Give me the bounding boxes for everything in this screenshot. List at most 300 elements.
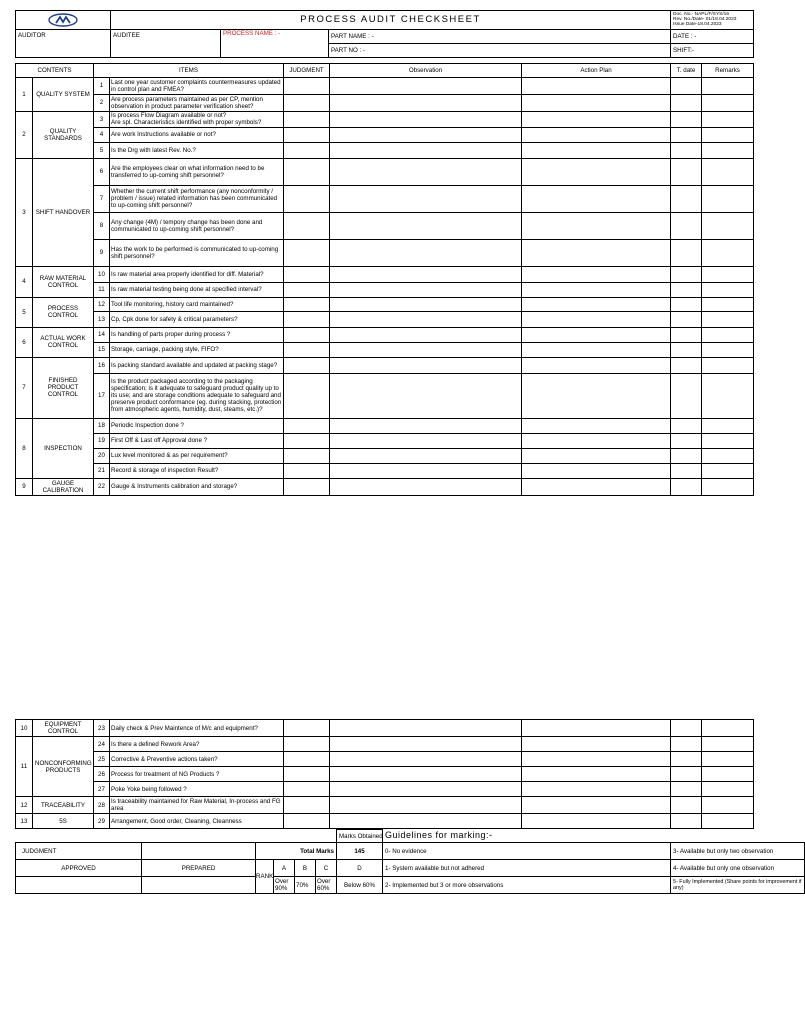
- action-plan-cell[interactable]: [522, 720, 671, 737]
- table-row: [16, 342, 754, 357]
- table-row: [16, 94, 754, 111]
- group-name: QUALITY SYSTEM: [33, 77, 94, 111]
- t-date-cell[interactable]: [671, 752, 702, 767]
- action-plan-cell[interactable]: [522, 463, 671, 478]
- group-name: 5S: [33, 814, 94, 829]
- table-row: [16, 185, 754, 212]
- action-plan-cell[interactable]: [522, 373, 671, 418]
- t-date-cell[interactable]: [671, 94, 702, 111]
- group-number: 2: [16, 111, 33, 158]
- table-row: [16, 282, 754, 297]
- action-plan-cell[interactable]: [522, 94, 671, 111]
- threshold-c: Over 60%: [316, 877, 337, 894]
- table-row: [16, 357, 754, 373]
- action-plan-cell[interactable]: [522, 212, 671, 239]
- table-row: [16, 297, 754, 311]
- action-plan-cell[interactable]: [522, 357, 671, 373]
- t-date-cell[interactable]: [671, 720, 702, 737]
- judgment-cell[interactable]: [284, 737, 330, 752]
- group-number: 9: [16, 478, 33, 495]
- observation-cell[interactable]: [330, 311, 522, 327]
- judgment-cell[interactable]: [284, 239, 330, 266]
- group-name: TRACEABILITY: [33, 797, 94, 814]
- remarks-cell[interactable]: [702, 327, 754, 342]
- item-number: 26: [94, 767, 110, 782]
- item-text: Any change (4M) / tempory change has been done and communicated to up-coming shift personnel?: [110, 212, 284, 239]
- action-plan-cell[interactable]: [522, 448, 671, 463]
- judgment-cell[interactable]: [284, 814, 330, 829]
- grade-d: D: [337, 860, 383, 877]
- judgment-cell[interactable]: [284, 448, 330, 463]
- audit-table-top: [15, 63, 754, 496]
- table-row: [16, 127, 754, 142]
- action-plan-cell[interactable]: [522, 327, 671, 342]
- remarks-cell[interactable]: [702, 111, 754, 127]
- observation-cell[interactable]: [330, 327, 522, 342]
- table-row: [16, 782, 754, 797]
- observation-cell[interactable]: [330, 127, 522, 142]
- observation-cell[interactable]: [330, 478, 522, 495]
- item-number: 25: [94, 752, 110, 767]
- remarks-cell[interactable]: [702, 212, 754, 239]
- audit-table-bottom: [15, 719, 754, 829]
- item-text: Periodic Inspection done ?: [110, 418, 284, 433]
- judgment-cell[interactable]: [284, 463, 330, 478]
- item-number: 11: [94, 282, 110, 297]
- remarks-cell[interactable]: [702, 311, 754, 327]
- remarks-cell[interactable]: [702, 433, 754, 448]
- t-date-cell[interactable]: [671, 77, 702, 94]
- judgment-cell[interactable]: [284, 357, 330, 373]
- item-text: Lux level monitored & as per requirement?: [110, 448, 284, 463]
- item-text: Record & storage of inspection Result?: [110, 463, 284, 478]
- doc-number: Doc. No.- NAPL/F/SYS/16: [673, 12, 730, 17]
- date-field[interactable]: DATE : -: [671, 29, 754, 43]
- table-row: [16, 720, 754, 737]
- t-date-cell[interactable]: [671, 463, 702, 478]
- t-date-cell[interactable]: [671, 357, 702, 373]
- observation-cell[interactable]: [330, 767, 522, 782]
- item-text: Storage, carriage, packing style, FIFO?: [110, 342, 284, 357]
- judgment-cell[interactable]: [284, 94, 330, 111]
- t-date-cell[interactable]: [671, 433, 702, 448]
- remarks-cell[interactable]: [702, 239, 754, 266]
- t-date-cell[interactable]: [671, 111, 702, 127]
- remarks-cell[interactable]: [702, 94, 754, 111]
- group-name: QUALITY STANDARDS: [33, 111, 94, 158]
- action-plan-cell[interactable]: [522, 158, 671, 185]
- remarks-cell[interactable]: [702, 782, 754, 797]
- t-date-cell[interactable]: [671, 297, 702, 311]
- item-number: 16: [94, 357, 110, 373]
- threshold-d: Below 60%: [337, 877, 383, 894]
- guideline-4: 4- Available but only one observation: [671, 860, 805, 877]
- item-number: 5: [94, 142, 110, 158]
- marks-obtained-label: Marks Obtained: [337, 830, 383, 843]
- col-contents: CONTENTS: [16, 63, 94, 77]
- column-header-row: [16, 63, 754, 77]
- remarks-cell[interactable]: [702, 463, 754, 478]
- part-no-field[interactable]: PART NO : -: [329, 43, 671, 57]
- observation-cell[interactable]: [330, 297, 522, 311]
- remarks-cell[interactable]: [702, 357, 754, 373]
- group-name: PROCESS CONTROL: [33, 297, 94, 327]
- action-plan-cell[interactable]: [522, 418, 671, 433]
- header-table: [15, 10, 754, 58]
- action-plan-cell[interactable]: [522, 185, 671, 212]
- item-number: 27: [94, 782, 110, 797]
- remarks-cell[interactable]: [702, 373, 754, 418]
- item-number: 29: [94, 814, 110, 829]
- table-row: [16, 77, 754, 94]
- item-text: Gauge & Instruments calibration and storage?: [110, 478, 284, 495]
- col-remarks: Remarks: [702, 63, 754, 77]
- grade-b: B: [295, 860, 316, 877]
- checksheet-bottom: [15, 719, 802, 894]
- t-date-cell[interactable]: [671, 478, 702, 495]
- remarks-cell[interactable]: [702, 737, 754, 752]
- judgment-cell[interactable]: [284, 418, 330, 433]
- item-number: 12: [94, 297, 110, 311]
- judgment-value[interactable]: [142, 843, 256, 860]
- t-date-cell[interactable]: [671, 782, 702, 797]
- group-number: 4: [16, 266, 33, 297]
- item-number: 23: [94, 720, 110, 737]
- observation-cell[interactable]: [330, 814, 522, 829]
- observation-cell[interactable]: [330, 77, 522, 94]
- t-date-cell[interactable]: [671, 142, 702, 158]
- action-plan-cell[interactable]: [522, 127, 671, 142]
- judgment-cell[interactable]: [284, 158, 330, 185]
- item-number: 28: [94, 797, 110, 814]
- guidelines-heading: Guidelines for marking:-: [385, 830, 493, 841]
- table-row: [16, 158, 754, 185]
- t-date-cell[interactable]: [671, 814, 702, 829]
- action-plan-cell[interactable]: [522, 478, 671, 495]
- group-name: RAW MATERIAL CONTROL: [33, 266, 94, 297]
- observation-cell[interactable]: [330, 797, 522, 814]
- group-number: 13: [16, 814, 33, 829]
- remarks-cell[interactable]: [702, 282, 754, 297]
- table-row: [16, 797, 754, 814]
- action-plan-cell[interactable]: [522, 311, 671, 327]
- group-number: 7: [16, 357, 33, 418]
- rev-number: Rev. No./Date- 01/18.04.2023: [673, 17, 737, 23]
- item-number: 14: [94, 327, 110, 342]
- table-row: [16, 111, 754, 127]
- item-number: 7: [94, 185, 110, 212]
- remarks-cell[interactable]: [702, 142, 754, 158]
- judgment-cell[interactable]: [284, 342, 330, 357]
- item-text: Are process parameters maintained as per CP, mention observation in product parameter verification sheet?: [110, 94, 284, 111]
- remarks-cell[interactable]: [702, 77, 754, 94]
- guideline-1: 1- System available but not adhered: [383, 860, 671, 877]
- item-number: 15: [94, 342, 110, 357]
- t-date-cell[interactable]: [671, 158, 702, 185]
- issue-date: Issue Date-18.04.2023: [673, 22, 722, 28]
- judgment-label: JUDGMENT: [16, 843, 142, 860]
- remarks-cell[interactable]: [702, 478, 754, 495]
- item-number: 18: [94, 418, 110, 433]
- observation-cell[interactable]: [330, 782, 522, 797]
- checksheet-top: [15, 10, 753, 496]
- judgment-cell[interactable]: [284, 282, 330, 297]
- item-text: Are work Instructions available or not?: [110, 127, 284, 142]
- judgment-cell[interactable]: [284, 373, 330, 418]
- item-number: 13: [94, 311, 110, 327]
- item-number: 8: [94, 212, 110, 239]
- remarks-cell[interactable]: [702, 418, 754, 433]
- group-number: 1: [16, 77, 33, 111]
- judgment-cell[interactable]: [284, 767, 330, 782]
- judgment-cell[interactable]: [284, 478, 330, 495]
- item-text: Is raw material testing being done at specified interval?: [110, 282, 284, 297]
- table-row: [16, 142, 754, 158]
- col-t-date: T. date: [671, 63, 702, 77]
- table-row: [16, 433, 754, 448]
- action-plan-cell[interactable]: [522, 767, 671, 782]
- judgment-cell[interactable]: [284, 327, 330, 342]
- item-text: Daily check & Prev Maintence of M/c and equipment?: [110, 720, 284, 737]
- action-plan-cell[interactable]: [522, 239, 671, 266]
- observation-cell[interactable]: [330, 94, 522, 111]
- item-text: Cp, Cpk done for safety & critical parameters?: [110, 311, 284, 327]
- group-name: EQUIPMENT CONTROL: [33, 720, 94, 737]
- group-name: NONCONFORMING PRODUCTS: [33, 737, 94, 797]
- observation-cell[interactable]: [330, 142, 522, 158]
- col-action-plan: Action Plan: [522, 63, 671, 77]
- t-date-cell[interactable]: [671, 767, 702, 782]
- item-number: 17: [94, 373, 110, 418]
- remarks-cell[interactable]: [702, 797, 754, 814]
- judgment-cell[interactable]: [284, 266, 330, 282]
- item-text: Has the work to be performed is communicated to up-coming shift personnel?: [110, 239, 284, 266]
- item-text: Is traceability maintained for Raw Material, In-process and FG area: [110, 797, 284, 814]
- remarks-cell[interactable]: [702, 342, 754, 357]
- remarks-cell[interactable]: [702, 752, 754, 767]
- action-plan-cell[interactable]: [522, 297, 671, 311]
- grade-a: A: [274, 860, 295, 877]
- table-row: [16, 752, 754, 767]
- summary-table: [15, 829, 805, 894]
- judgment-cell[interactable]: [284, 720, 330, 737]
- item-text: Is the product packaged according to the packaging specification; is it adequate to safeguard product quality up to its use; and are storage conditions adequate to safeguard and preserve product conformance (eg. during stacking, protection from atmospheric agents, humidity, dust, steams, etc.)?: [110, 373, 284, 418]
- item-number: 19: [94, 433, 110, 448]
- item-text: Is handling of parts proper during process ?: [110, 327, 284, 342]
- shift-field[interactable]: SHIFT:-: [671, 43, 754, 57]
- remarks-cell[interactable]: [702, 127, 754, 142]
- group-number: 6: [16, 327, 33, 357]
- guideline-5: 5- Fully Implemented (Share points for improvement if any): [671, 877, 805, 894]
- table-row: [16, 239, 754, 266]
- item-number: 22: [94, 478, 110, 495]
- item-number: 21: [94, 463, 110, 478]
- judgment-cell[interactable]: [284, 142, 330, 158]
- observation-cell[interactable]: [330, 158, 522, 185]
- item-text: Is raw material area properly identified for diff. Material?: [110, 266, 284, 282]
- t-date-cell[interactable]: [671, 239, 702, 266]
- col-observation: Observation: [330, 63, 522, 77]
- group-number: 3: [16, 158, 33, 266]
- table-row: [16, 418, 754, 433]
- t-date-cell[interactable]: [671, 327, 702, 342]
- total-marks-label: Total Marks: [256, 843, 337, 860]
- group-name: FINISHED PRODUCT CONTROL: [33, 357, 94, 418]
- action-plan-cell[interactable]: [522, 814, 671, 829]
- action-plan-cell[interactable]: [522, 737, 671, 752]
- auditee-label: AUDITEE: [111, 29, 221, 57]
- table-row: [16, 373, 754, 418]
- judgment-cell[interactable]: [284, 797, 330, 814]
- judgment-cell[interactable]: [284, 297, 330, 311]
- table-row: [16, 814, 754, 829]
- action-plan-cell[interactable]: [522, 433, 671, 448]
- item-text: Is there a defined Rework Area?: [110, 737, 284, 752]
- item-number: 1: [94, 77, 110, 94]
- t-date-cell[interactable]: [671, 373, 702, 418]
- observation-cell[interactable]: [330, 342, 522, 357]
- t-date-cell[interactable]: [671, 127, 702, 142]
- group-number: 8: [16, 418, 33, 478]
- observation-cell[interactable]: [330, 737, 522, 752]
- item-text: Is process Flow Diagram available or not? Are spl. Characteristics identified with proper symbols?: [110, 111, 284, 127]
- remarks-cell[interactable]: [702, 448, 754, 463]
- observation-cell[interactable]: [330, 418, 522, 433]
- action-plan-cell[interactable]: [522, 142, 671, 158]
- action-plan-cell[interactable]: [522, 266, 671, 282]
- group-name: SHIFT HANDOVER: [33, 158, 94, 266]
- action-plan-cell[interactable]: [522, 282, 671, 297]
- judgment-cell[interactable]: [284, 185, 330, 212]
- judgment-cell[interactable]: [284, 212, 330, 239]
- t-date-cell[interactable]: [671, 797, 702, 814]
- table-row: [16, 463, 754, 478]
- item-text: Is packing standard available and updated at packing stage?: [110, 357, 284, 373]
- observation-cell[interactable]: [330, 373, 522, 418]
- approved-signature[interactable]: [16, 877, 142, 894]
- action-plan-cell[interactable]: [522, 782, 671, 797]
- item-number: 6: [94, 158, 110, 185]
- total-marks-value: 145: [337, 843, 383, 860]
- judgment-cell[interactable]: [284, 752, 330, 767]
- observation-cell[interactable]: [330, 752, 522, 767]
- group-name: ACTUAL WORK CONTROL: [33, 327, 94, 357]
- guideline-2: 2- Implemented but 3 or more observations: [383, 877, 671, 894]
- t-date-cell[interactable]: [671, 448, 702, 463]
- judgment-cell[interactable]: [284, 782, 330, 797]
- remarks-cell[interactable]: [702, 158, 754, 185]
- item-number: 9: [94, 239, 110, 266]
- item-text: Arrangement, Good order, Cleaning, Cleanness: [110, 814, 284, 829]
- remarks-cell[interactable]: [702, 720, 754, 737]
- threshold-a: Over 90%: [274, 877, 295, 894]
- action-plan-cell[interactable]: [522, 797, 671, 814]
- logo-cell: [16, 11, 111, 30]
- t-date-cell[interactable]: [671, 266, 702, 282]
- guideline-0: 0- No evidence: [383, 843, 671, 860]
- item-text: Whether the current shift performance (any nonconformity / problem / issue) related information has been communicated to up-coming shift personnel?: [110, 185, 284, 212]
- table-row: [16, 737, 754, 752]
- t-date-cell[interactable]: [671, 185, 702, 212]
- observation-cell[interactable]: [330, 720, 522, 737]
- remarks-cell[interactable]: [702, 185, 754, 212]
- t-date-cell[interactable]: [671, 282, 702, 297]
- group-number: 5: [16, 297, 33, 327]
- table-row: [16, 212, 754, 239]
- item-number: 20: [94, 448, 110, 463]
- group-number: 10: [16, 720, 33, 737]
- t-date-cell[interactable]: [671, 342, 702, 357]
- item-text: Poke Yoke being followed ?: [110, 782, 284, 797]
- observation-cell[interactable]: [330, 111, 522, 127]
- observation-cell[interactable]: [330, 463, 522, 478]
- action-plan-cell[interactable]: [522, 111, 671, 127]
- col-items: ITEMS: [94, 63, 284, 77]
- item-number: 10: [94, 266, 110, 282]
- remarks-cell[interactable]: [702, 297, 754, 311]
- observation-cell[interactable]: [330, 433, 522, 448]
- judgment-cell[interactable]: [284, 311, 330, 327]
- observation-cell[interactable]: [330, 266, 522, 282]
- t-date-cell[interactable]: [671, 418, 702, 433]
- judgment-cell[interactable]: [284, 433, 330, 448]
- observation-cell[interactable]: [330, 282, 522, 297]
- table-row: [16, 327, 754, 342]
- item-number: 4: [94, 127, 110, 142]
- t-date-cell[interactable]: [671, 737, 702, 752]
- judgment-cell[interactable]: [284, 127, 330, 142]
- item-text: First Off & Last off Approval done ?: [110, 433, 284, 448]
- observation-cell[interactable]: [330, 212, 522, 239]
- item-text: Tool life monitoring, history card maintained?: [110, 297, 284, 311]
- item-text: Process for treatment of NG Products ?: [110, 767, 284, 782]
- item-number: 3: [94, 111, 110, 127]
- judgment-cell[interactable]: [284, 111, 330, 127]
- action-plan-cell[interactable]: [522, 752, 671, 767]
- group-name: INSPECTION: [33, 418, 94, 478]
- remarks-cell[interactable]: [702, 767, 754, 782]
- item-number: 24: [94, 737, 110, 752]
- part-name-field[interactable]: PART NAME : -: [329, 29, 671, 43]
- action-plan-cell[interactable]: [522, 342, 671, 357]
- item-text: Is the Drg with latest Rev. No.?: [110, 142, 284, 158]
- col-judgment: JUDGMENT: [284, 63, 330, 77]
- item-number: 2: [94, 94, 110, 111]
- auditor-label: AUDITOR: [16, 29, 111, 57]
- group-number: 12: [16, 797, 33, 814]
- observation-cell[interactable]: [330, 239, 522, 266]
- item-text: Last one year customer complaints countermeasures updated in control plan and FMEA?: [110, 77, 284, 94]
- action-plan-cell[interactable]: [522, 77, 671, 94]
- observation-cell[interactable]: [330, 185, 522, 212]
- group-number: 11: [16, 737, 33, 797]
- rank-label: RANK: [256, 860, 274, 894]
- table-row: [16, 767, 754, 782]
- table-row: [16, 448, 754, 463]
- t-date-cell[interactable]: [671, 311, 702, 327]
- item-text: Corrective & Preventive actions taken?: [110, 752, 284, 767]
- t-date-cell[interactable]: [671, 212, 702, 239]
- observation-cell[interactable]: [330, 357, 522, 373]
- item-text: Are the employees clear on what information need to be transferred to up-coming shift personnel?: [110, 158, 284, 185]
- process-name-field[interactable]: PROCESS NAME : -: [221, 29, 329, 57]
- prepared-signature[interactable]: [142, 877, 256, 894]
- observation-cell[interactable]: [330, 448, 522, 463]
- judgment-cell[interactable]: [284, 77, 330, 94]
- approved-label: APPROVED: [16, 860, 142, 877]
- remarks-cell[interactable]: [702, 814, 754, 829]
- remarks-cell[interactable]: [702, 266, 754, 282]
